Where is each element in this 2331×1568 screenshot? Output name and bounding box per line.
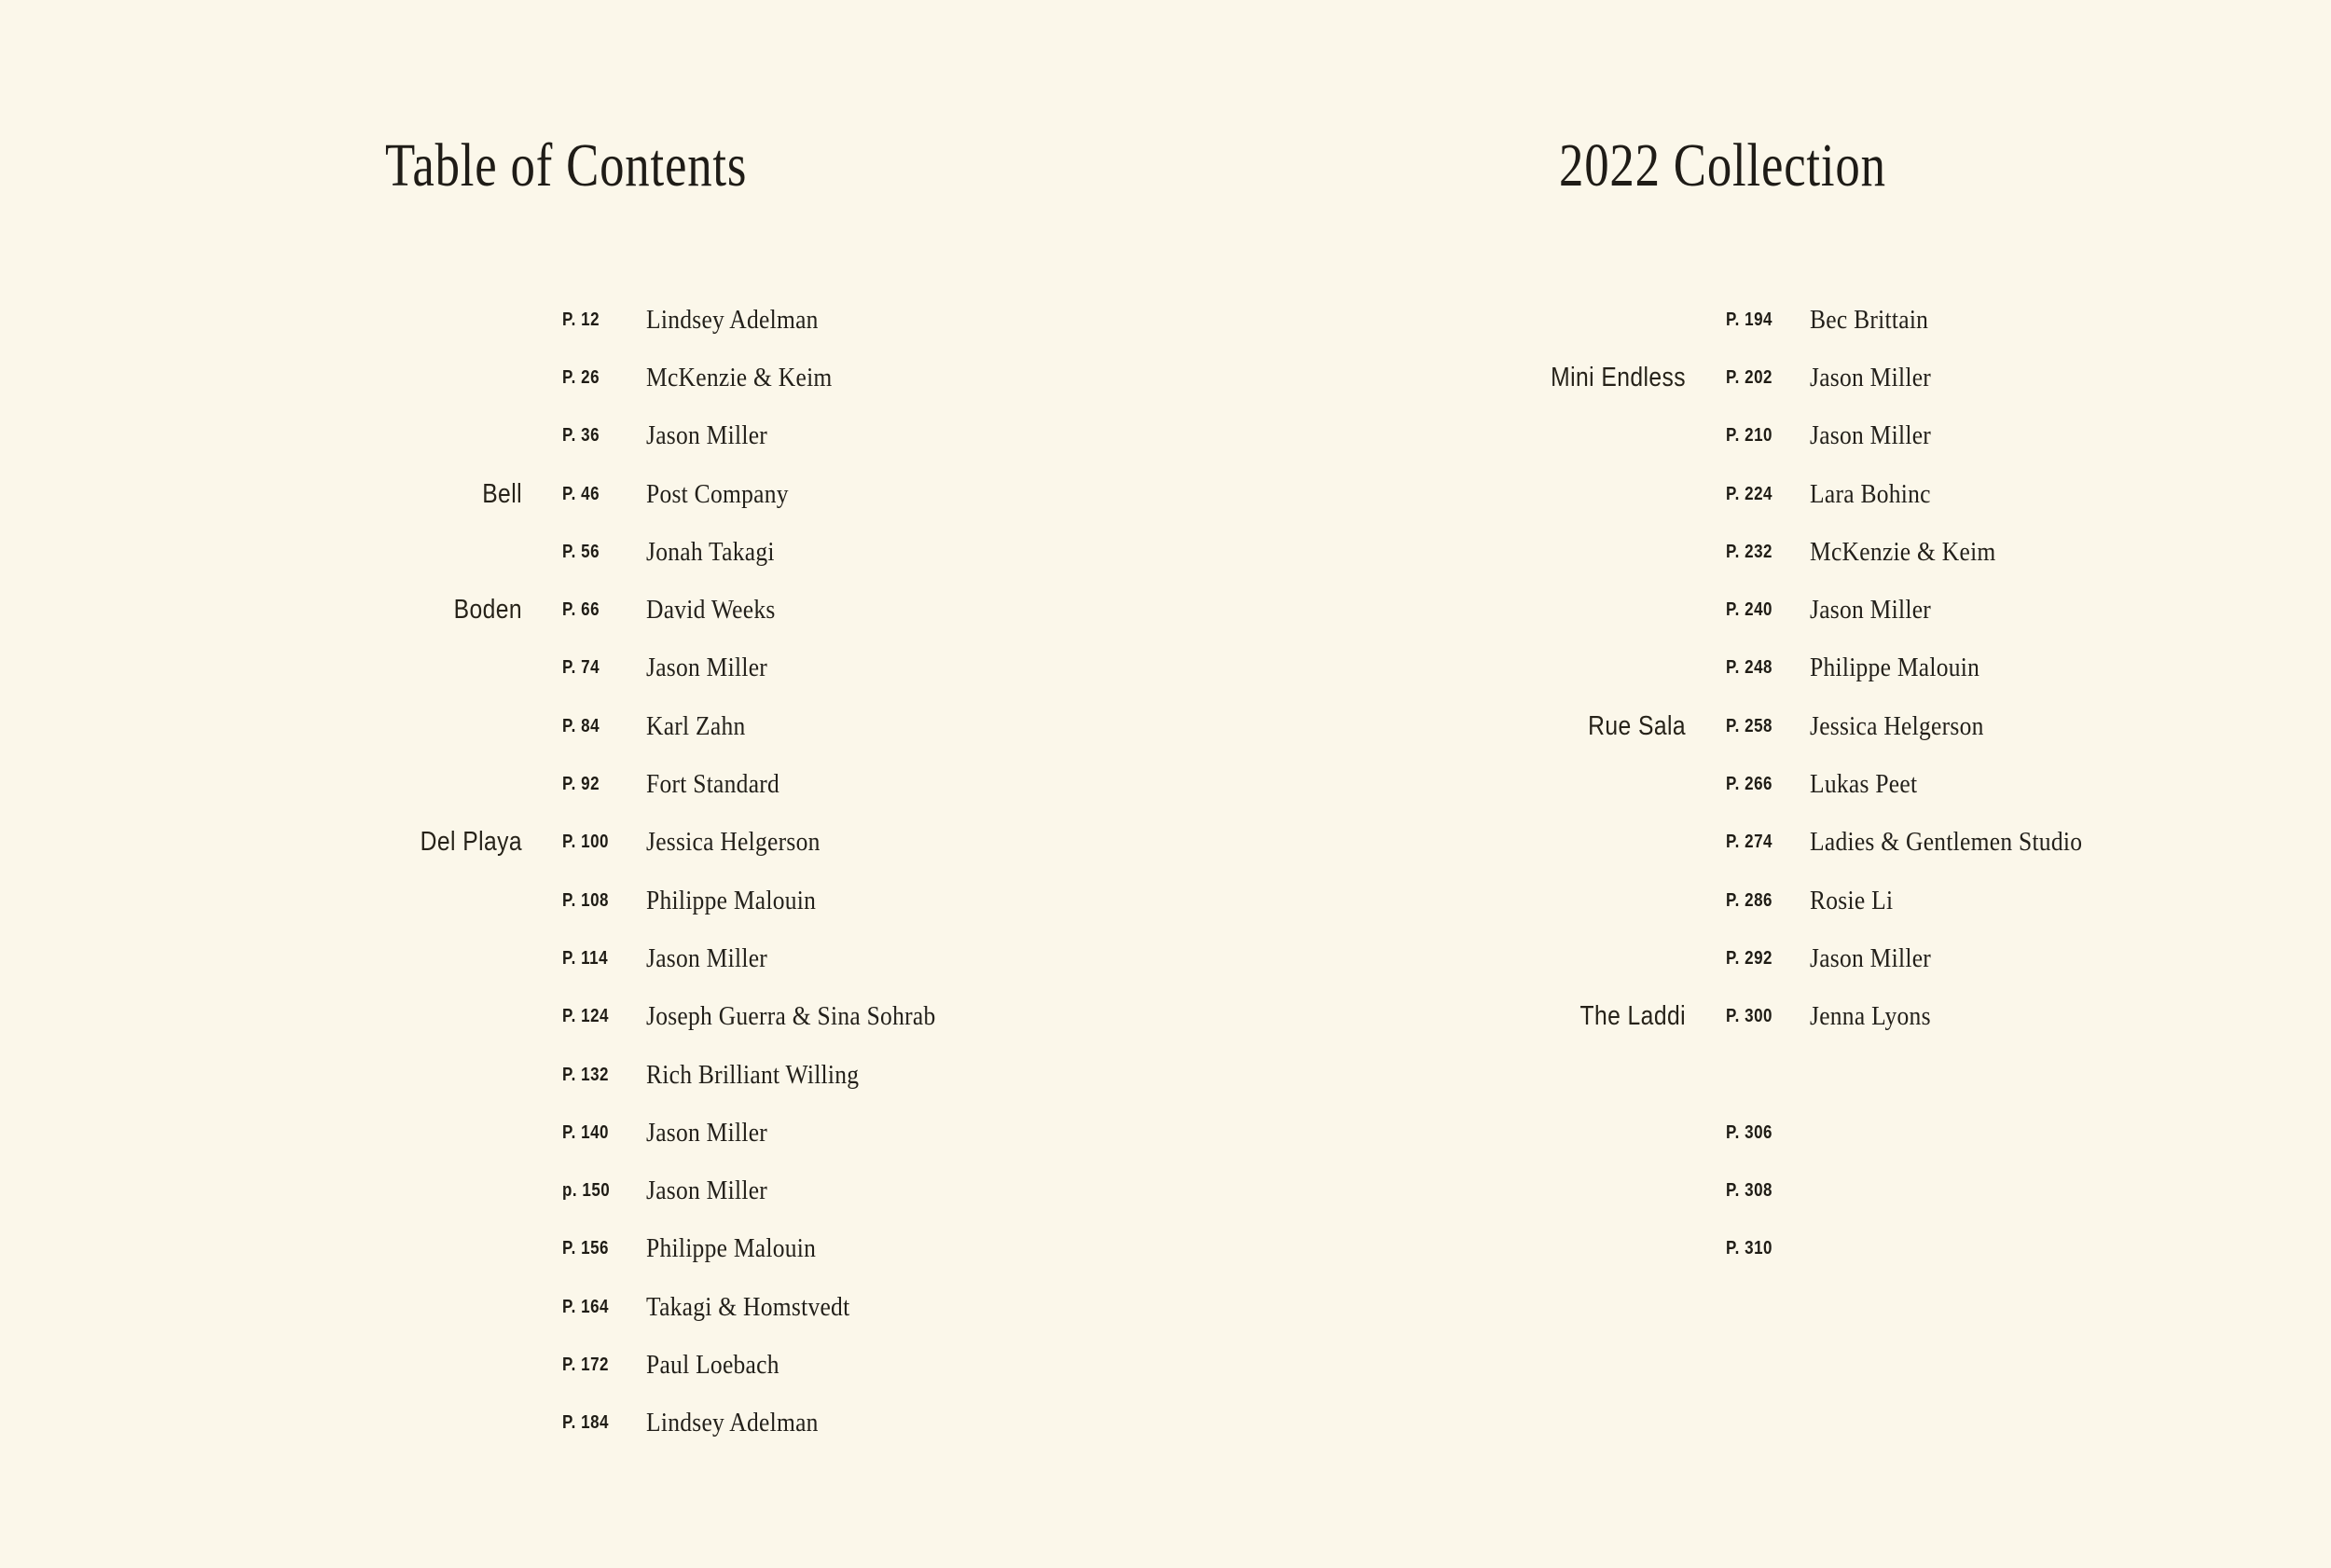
- toc-entry: [1443, 349, 2329, 406]
- page-number: P. 26: [562, 366, 600, 388]
- toc-entry: [1443, 814, 2329, 872]
- toc-entry: [373, 1162, 1184, 1219]
- toc-entry: [1443, 755, 2329, 813]
- designer-name: Jonah Takagi: [646, 536, 775, 567]
- toc-entry: [373, 1395, 1184, 1452]
- designer-name: Jenna Lyons: [1810, 1001, 1931, 1032]
- toc-entry: [373, 814, 1184, 872]
- page-number: P. 56: [562, 541, 600, 562]
- page-number: P. 46: [562, 483, 600, 504]
- toc-title: Table of Contents: [385, 131, 748, 199]
- toc-entry: [373, 1046, 1184, 1104]
- collection-title: 2022 Collection: [1559, 131, 1886, 199]
- page-number: P. 194: [1726, 309, 1773, 330]
- designer-name: Paul Loebach: [646, 1349, 779, 1380]
- toc-entry: [1443, 523, 2329, 581]
- page-number: P. 232: [1726, 541, 1773, 562]
- designer-name: Takagi & Homstvedt: [646, 1291, 850, 1322]
- page-number: P. 248: [1726, 657, 1773, 679]
- page-number: P. 172: [562, 1354, 610, 1375]
- designer-name: David Weeks: [646, 595, 776, 626]
- designer-name: Jessica Helgerson: [1810, 710, 1984, 741]
- page-number: P. 210: [1726, 425, 1773, 447]
- toc-entry: [373, 988, 1184, 1046]
- designer-name: Ladies & Gentlemen Studio: [1810, 827, 2083, 858]
- designer-name: Jason Miller: [1810, 420, 1932, 451]
- page-number: P. 184: [562, 1412, 610, 1434]
- toc-entry: [1443, 872, 2329, 929]
- page-number: P. 300: [1726, 1006, 1773, 1027]
- toc-entry: [373, 291, 1184, 349]
- page-number: P. 306: [1726, 1121, 1773, 1143]
- page-number: P. 66: [562, 599, 600, 621]
- toc-entry: [1443, 640, 2329, 697]
- designer-name: Rich Brilliant Willing: [646, 1059, 860, 1090]
- product-name-label: Mini Endless: [1551, 362, 1686, 392]
- designer-name: Philippe Malouin: [646, 885, 817, 915]
- page-number: P. 156: [562, 1238, 610, 1259]
- page-number: P. 100: [562, 832, 610, 853]
- page-number: P. 74: [562, 657, 600, 679]
- designer-name: Jason Miller: [1810, 942, 1932, 973]
- toc-entry: [373, 755, 1184, 813]
- toc-entry: [373, 1220, 1184, 1278]
- toc-entry: [1443, 1104, 2329, 1162]
- toc-entry: [1443, 465, 2329, 523]
- page-number: P. 274: [1726, 832, 1773, 853]
- page-number: P. 108: [562, 889, 610, 911]
- toc-entry: [1443, 1162, 2329, 1219]
- page-number: P. 92: [562, 774, 600, 795]
- designer-name: Jason Miller: [646, 420, 768, 451]
- toc-entry: [373, 697, 1184, 755]
- toc-list: [373, 291, 1184, 1452]
- page-number: P. 308: [1726, 1180, 1773, 1202]
- toc-entry: [373, 407, 1184, 465]
- page-number: P. 114: [562, 947, 609, 969]
- designer-name: Philippe Malouin: [1810, 653, 1980, 683]
- page-number: P. 310: [1726, 1238, 1773, 1259]
- toc-entry: [1443, 1220, 2329, 1278]
- page-number: P. 240: [1726, 599, 1773, 621]
- designer-name: Lukas Peet: [1810, 769, 1918, 800]
- designer-name: Lindsey Adelman: [646, 1408, 819, 1438]
- product-name-label: The Laddi: [1579, 1001, 1686, 1032]
- toc-entry: [1443, 697, 2329, 755]
- page-number: P. 124: [562, 1006, 610, 1027]
- designer-name: Jason Miller: [1810, 595, 1932, 626]
- page-number: P. 266: [1726, 774, 1773, 795]
- page-number: P. 224: [1726, 483, 1773, 504]
- designer-name: Lara Bohinc: [1810, 478, 1931, 509]
- toc-entry: [1443, 1046, 2329, 1104]
- toc-entry: [373, 1336, 1184, 1394]
- page-number: P. 292: [1726, 947, 1773, 969]
- product-name-label: Del Playa: [420, 827, 522, 858]
- designer-name: Fort Standard: [646, 769, 780, 800]
- designer-name: Jason Miller: [646, 1117, 768, 1148]
- toc-entry: [373, 465, 1184, 523]
- toc-entry: [1443, 929, 2329, 987]
- designer-name: Jessica Helgerson: [646, 827, 821, 858]
- designer-name: McKenzie & Keim: [1810, 536, 1996, 567]
- toc-entry: [373, 581, 1184, 639]
- designer-name: Jason Miller: [1810, 362, 1932, 392]
- toc-entry: [1443, 291, 2329, 349]
- toc-entry: [373, 929, 1184, 987]
- designer-name: Joseph Guerra & Sina Sohrab: [646, 1001, 936, 1032]
- page-number: P. 140: [562, 1121, 610, 1143]
- toc-entry: [1443, 988, 2329, 1046]
- page-number: P. 84: [562, 715, 600, 736]
- toc-entry: [373, 872, 1184, 929]
- designer-name: Karl Zahn: [646, 710, 746, 741]
- designer-name: Rosie Li: [1810, 885, 1894, 915]
- toc-entry: [373, 1104, 1184, 1162]
- toc-entry: [1443, 407, 2329, 465]
- product-name-label: Bell: [482, 478, 522, 509]
- page-number: P. 258: [1726, 715, 1773, 736]
- designer-name: McKenzie & Keim: [646, 362, 833, 392]
- page-number: P. 286: [1726, 889, 1773, 911]
- toc-entry: [373, 1278, 1184, 1336]
- toc-entry: [373, 349, 1184, 406]
- toc-entry: [373, 640, 1184, 697]
- designer-name: Philippe Malouin: [646, 1233, 817, 1264]
- product-name-label: Rue Sala: [1588, 710, 1686, 741]
- designer-name: Post Company: [646, 478, 789, 509]
- toc-entry: [1443, 581, 2329, 639]
- toc-entry: [373, 523, 1184, 581]
- designer-name: Bec Brittain: [1810, 304, 1929, 335]
- page-number: P. 36: [562, 425, 600, 447]
- page-number: P. 12: [562, 309, 600, 330]
- page-number: p. 150: [562, 1180, 611, 1202]
- page-number: P. 132: [562, 1064, 610, 1085]
- designer-name: Jason Miller: [646, 653, 768, 683]
- designer-name: Jason Miller: [646, 942, 768, 973]
- product-name-label: Boden: [453, 595, 522, 626]
- designer-name: Lindsey Adelman: [646, 304, 819, 335]
- page-number: P. 164: [562, 1296, 610, 1317]
- designer-name: Jason Miller: [646, 1176, 768, 1206]
- page-number: P. 202: [1726, 366, 1773, 388]
- collection-list: [1443, 291, 2329, 1278]
